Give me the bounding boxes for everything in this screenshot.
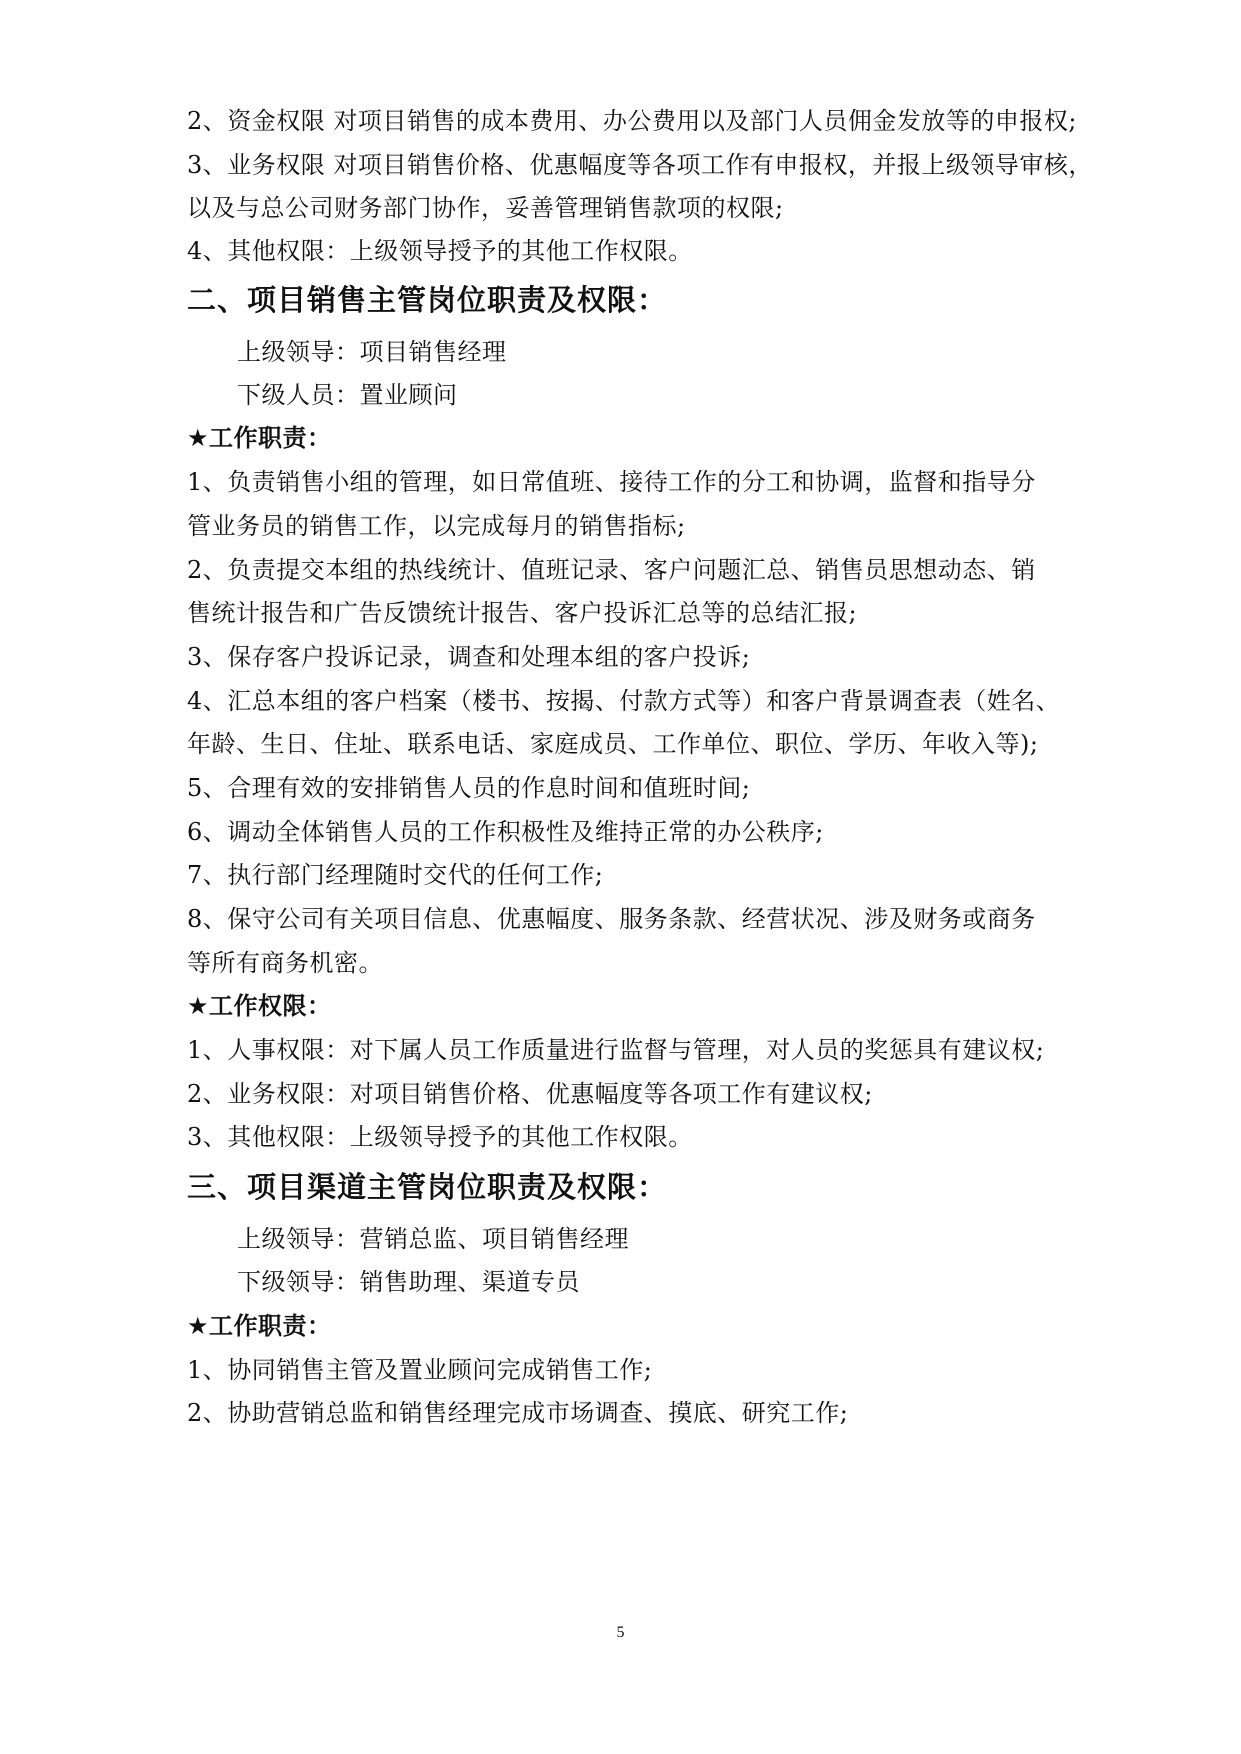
subsection-heading: ★工作职责：	[187, 424, 332, 452]
section-heading: 三、项目渠道主管岗位职责及权限：	[187, 1170, 668, 1204]
text-line: 2、资金权限 对项目销售的成本费用、办公费用以及部门人员佣金发放等的申报权;	[187, 107, 1077, 135]
subsection-heading: ★工作职责：	[187, 1312, 332, 1340]
section-heading: 二、项目销售主管岗位职责及权限：	[187, 283, 668, 317]
page-number: 5	[616, 1624, 625, 1641]
text-line: 3、保存客户投诉记录，调查和处理本组的客户投诉;	[187, 643, 751, 671]
text-line: 等所有商务机密。	[187, 949, 383, 977]
text-line: 2、协助营销总监和销售经理完成市场调查、摸底、研究工作;	[187, 1399, 849, 1427]
text-line: 下级领导：销售助理、渠道专员	[237, 1268, 580, 1296]
text-line: 下级人员：置业顾问	[237, 381, 458, 409]
text-line: 管业务员的销售工作，以完成每月的销售指标;	[187, 512, 686, 540]
text-line: 6、调动全体销售人员的工作积极性及维持正常的办公秩序;	[187, 818, 824, 846]
text-line: 上级领导：项目销售经理	[237, 338, 507, 366]
text-line: 以及与总公司财务部门协作，妥善管理销售款项的权限;	[187, 194, 784, 222]
text-line: 2、业务权限：对项目销售价格、优惠幅度等各项工作有建议权;	[187, 1080, 873, 1108]
text-line: 4、汇总本组的客户档案（楼书、按揭、付款方式等）和客户背景调查表（姓名、	[187, 687, 1061, 715]
text-line: 3、业务权限 对项目销售价格、优惠幅度等各项工作有申报权，并报上级领导审核，	[187, 151, 1093, 179]
text-line: 1、协同销售主管及置业顾问完成销售工作;	[187, 1356, 653, 1384]
text-line: 5、合理有效的安排销售人员的作息时间和值班时间;	[187, 774, 751, 802]
text-line: 年龄、生日、住址、联系电话、家庭成员、工作单位、职位、学历、年收入等);	[187, 730, 1039, 758]
text-line: 4、其他权限：上级领导授予的其他工作权限。	[187, 237, 693, 265]
text-line: 售统计报告和广告反馈统计报告、客户投诉汇总等的总结汇报;	[187, 599, 858, 627]
text-line: 上级领导：营销总监、项目销售经理	[237, 1225, 629, 1253]
text-line: 7、执行部门经理随时交代的任何工作;	[187, 861, 604, 889]
text-line: 1、负责销售小组的管理，如日常值班、接待工作的分工和协调，监督和指导分	[187, 468, 1036, 496]
subsection-heading: ★工作权限：	[187, 992, 332, 1020]
text-line: 2、负责提交本组的热线统计、值班记录、客户问题汇总、销售员思想动态、销	[187, 556, 1036, 584]
text-line: 1、人事权限：对下属人员工作质量进行监督与管理，对人员的奖惩具有建议权;	[187, 1036, 1045, 1064]
text-line: 3、其他权限：上级领导授予的其他工作权限。	[187, 1123, 693, 1151]
text-line: 8、保守公司有关项目信息、优惠幅度、服务条款、经营状况、涉及财务或商务	[187, 905, 1036, 933]
